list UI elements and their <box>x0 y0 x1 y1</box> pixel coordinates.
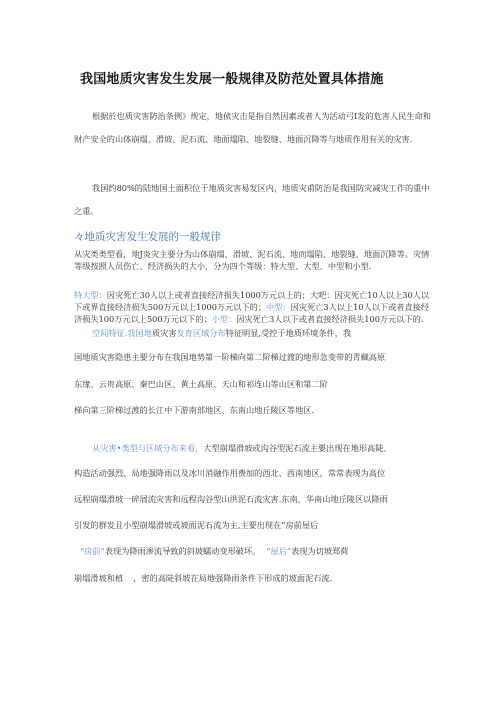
spatial-label: 空间特征. <box>92 328 128 338</box>
page-title: 我国地质灾害发生发展一般规律及防范处置具体措施 <box>80 72 384 87</box>
grade-medium-label: 中型： <box>266 302 291 312</box>
hazard-types-paragraph: 从灾类类型看，地J炎灾主要分为山体崩塌、滑坡、泥石流、地而塌陷、地裂缝、地面沉降等。灾情等级按照人员伤亡、经济损失的大小，分为四个等级：特大型、大型、中型和小型. <box>74 249 430 271</box>
types-line-4: 引发的群发且小型崩塌滑坡或坡面泥石流为主,主要出现在“房前屋后 <box>74 520 319 530</box>
types-label: 从灾害•类型与区域分布来看， <box>92 443 204 453</box>
types-line-6 <box>74 573 332 584</box>
grade-extra-large-label: 特大型： <box>74 290 107 300</box>
types-line-6-a: 崩塌滑坡和植 <box>74 573 124 583</box>
disaster-grade-paragraph <box>74 289 434 325</box>
back-house-quote: “屋后” <box>266 546 292 556</box>
section-heading-general-rules: 々地质灾害发生发展的一般规律 <box>74 231 221 243</box>
types-line-6-b: ，密的高陡斜坡在局地强降雨条件下形成的坡面泥石流. <box>133 573 333 583</box>
spatial-features-line-3: 东缘、云贵高原、秦巴山区、黄土高原、天山和祁连山等山区和第二阶 <box>74 379 328 389</box>
intro-paragraph: 根据於也质灾害防治条例》规定，地侦灾击是指自然因素或者人为活动弓I发的危害人民生命和财产安全的山体崩塌、滑坡、泥石流、地面塌陷、地裂缝、地面沉降等与地质作用有关的灾害. <box>74 111 431 144</box>
front-house-quote: “房前” <box>80 546 105 556</box>
spatial-text-b: 特征明显,受控于地质环境条件，我 <box>225 328 352 338</box>
spatial-label-c: 发育区域分布 <box>176 328 226 338</box>
back-house-text: 表现为切坡郑荷 <box>291 546 349 556</box>
hazard-area-paragraph: 我国约80%的陆地国土面积位于地质灾害易发区内，地质灾甫防治是我国防灾减灾工作的重中之重。 <box>74 183 430 216</box>
types-line-5 <box>80 546 348 557</box>
types-line-1-text: 大型崩塌滑坡或沟谷型泥石流主要出现在地形高陡、 <box>203 443 392 453</box>
grade-small-text: 因灾死亡3人以下或者直接经济损失100万元以下的. <box>236 314 424 324</box>
spatial-features-line-4: 梯向第三阶梯过渡的长江中下游南部地区、东南山地丘陵区等地区. <box>74 405 315 415</box>
types-line-1 <box>92 443 392 454</box>
spatial-features-line-1 <box>92 328 351 339</box>
front-house-text: 表现为降雨渗流导致的斜坡蠕动变形破坏。 <box>104 546 261 556</box>
grade-medium-text: 因灾死亡3人以上10人以下或者直接经济损失100万元以上500万元以下的； <box>74 302 430 324</box>
types-line-3: 远程崩塌滑坡一碎屑流灾害和远程沟谷型山洪泥石流灾害.东南、华南山地丘陵区以降雨 <box>74 494 388 504</box>
types-line-2: 构造活动强烈、局地强降雨以及冰川消融作用费加的西北、西南地区，常常表现为高位 <box>74 468 386 478</box>
grade-extra-large-text: 因灾死亡30人以上或者直接经济损失1000万元以上的；大吧：因灾死亡10人以上30人以下或界直接经济损失500万元以上1000万元以下的； <box>74 290 430 312</box>
spatial-features-line-2: 国地质灾害隐患主要分布在我国地势第一阶梯向第二阶梯过渡的地形急变带的青藏高原 <box>74 352 386 362</box>
grade-small-label: 小型： <box>211 314 237 324</box>
spatial-text-a: 质灾害 <box>151 328 177 338</box>
spatial-label-b: 我国地 <box>127 328 152 338</box>
